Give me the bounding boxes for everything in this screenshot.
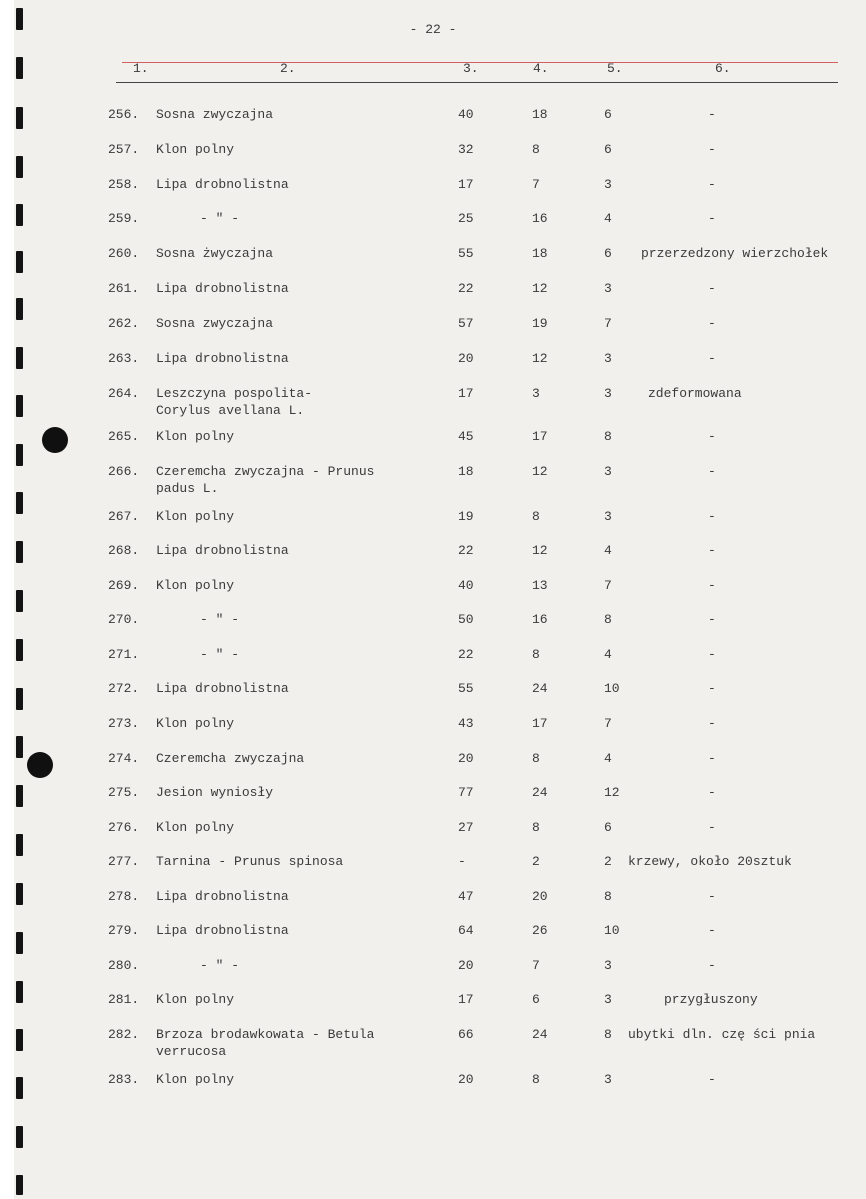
col-3-value: 50 (458, 612, 474, 627)
remarks-dash: - (708, 681, 716, 696)
col-4-value: 7 (532, 177, 540, 192)
col-3-value: 17 (458, 386, 474, 401)
remarks-dash: - (708, 716, 716, 731)
header-col-6: 6. (715, 61, 731, 76)
remarks: ubytki dln. czę ści pnia (628, 1027, 816, 1042)
binding-bar (16, 981, 23, 1003)
species-name: Brzoza brodawkowata - Betula (156, 1027, 375, 1042)
species-name: Klon polny (156, 142, 235, 157)
col-3-value: 57 (458, 316, 474, 331)
row-number: 272. (108, 681, 140, 696)
remarks: krzewy, około 20sztuk (628, 854, 792, 869)
remarks-dash: - (708, 107, 716, 122)
col-3-value: 19 (458, 509, 474, 524)
col-5-value: 4 (604, 543, 612, 558)
row-number: 280. (108, 958, 140, 973)
species-name: - " - (200, 958, 240, 973)
remarks-dash: - (708, 177, 716, 192)
col-3-value: - (458, 854, 466, 869)
col-5-value: 12 (604, 785, 620, 800)
binding-bar (16, 298, 23, 320)
species-name-cont: padus L. (156, 481, 219, 496)
punch-hole-top (42, 427, 68, 453)
species-name: Klon polny (156, 992, 235, 1007)
species-name: Lipa drobnolistna (156, 281, 289, 296)
col-4-value: 8 (532, 1072, 540, 1087)
species-name: Lipa drobnolistna (156, 889, 289, 904)
remarks-dash: - (708, 281, 716, 296)
remarks-dash: - (708, 429, 716, 444)
binding-bar (16, 395, 23, 417)
row-number: 274. (108, 751, 140, 766)
species-name: Leszczyna pospolita- (156, 386, 313, 401)
col-4-value: 24 (532, 1027, 548, 1042)
col-4-value: 24 (532, 681, 548, 696)
row-number: 258. (108, 177, 140, 192)
col-3-value: 55 (458, 246, 474, 261)
col-4-value: 13 (532, 578, 548, 593)
col-5-value: 4 (604, 211, 612, 226)
col-5-value: 4 (604, 647, 612, 662)
remarks-dash: - (708, 1072, 716, 1087)
row-number: 271. (108, 647, 140, 662)
row-number: 262. (108, 316, 140, 331)
col-5-value: 7 (604, 716, 612, 731)
col-4-value: 8 (532, 647, 540, 662)
remarks-dash: - (708, 785, 716, 800)
remarks-dash: - (708, 612, 716, 627)
col-4-value: 8 (532, 509, 540, 524)
row-number: 261. (108, 281, 140, 296)
col-5-value: 3 (604, 958, 612, 973)
col-4-value: 20 (532, 889, 548, 904)
species-name: Lipa drobnolistna (156, 923, 289, 938)
row-number: 281. (108, 992, 140, 1007)
col-3-value: 55 (458, 681, 474, 696)
col-4-value: 19 (532, 316, 548, 331)
species-name: Lipa drobnolistna (156, 681, 289, 696)
species-name: Klon polny (156, 578, 235, 593)
remarks-dash: - (708, 958, 716, 973)
header-col-3: 3. (463, 61, 479, 76)
header-bottom-rule (116, 82, 838, 83)
col-5-value: 4 (604, 751, 612, 766)
col-5-value: 6 (604, 820, 612, 835)
col-4-value: 12 (532, 464, 548, 479)
col-5-value: 6 (604, 246, 612, 261)
remarks-dash: - (708, 316, 716, 331)
species-name: Sosna zwyczajna (156, 316, 274, 331)
col-3-value: 43 (458, 716, 474, 731)
row-number: 282. (108, 1027, 140, 1042)
species-name: Sosna zwyczajna (156, 107, 274, 122)
row-number: 257. (108, 142, 140, 157)
row-number: 278. (108, 889, 140, 904)
col-4-value: 16 (532, 211, 548, 226)
col-4-value: 16 (532, 612, 548, 627)
col-4-value: 12 (532, 281, 548, 296)
col-5-value: 8 (604, 429, 612, 444)
col-5-value: 8 (604, 889, 612, 904)
binding-margin (0, 0, 14, 1199)
remarks-dash: - (708, 464, 716, 479)
species-name: - " - (200, 211, 240, 226)
remarks: zdeformowana (648, 386, 742, 401)
col-5-value: 3 (604, 464, 612, 479)
col-5-value: 10 (604, 681, 620, 696)
species-name: Klon polny (156, 820, 235, 835)
row-number: 259. (108, 211, 140, 226)
col-3-value: 17 (458, 177, 474, 192)
col-3-value: 22 (458, 281, 474, 296)
binding-bar (16, 736, 23, 758)
binding-bar (16, 444, 23, 466)
row-number: 270. (108, 612, 140, 627)
row-number: 260. (108, 246, 140, 261)
col-5-value: 6 (604, 142, 612, 157)
col-3-value: 22 (458, 543, 474, 558)
col-3-value: 18 (458, 464, 474, 479)
binding-bar (16, 156, 23, 178)
col-4-value: 18 (532, 246, 548, 261)
col-5-value: 8 (604, 612, 612, 627)
col-4-value: 17 (532, 429, 548, 444)
species-name: Jesion wyniosły (156, 785, 274, 800)
col-4-value: 8 (532, 142, 540, 157)
col-4-value: 3 (532, 386, 540, 401)
col-5-value: 3 (604, 509, 612, 524)
col-5-value: 3 (604, 1072, 612, 1087)
punch-hole-bottom (27, 752, 53, 778)
header-col-5: 5. (607, 61, 623, 76)
col-3-value: 40 (458, 578, 474, 593)
row-number: 265. (108, 429, 140, 444)
binding-bar (16, 785, 23, 807)
remarks-dash: - (708, 751, 716, 766)
species-name-cont: Corylus avellana L. (156, 403, 305, 418)
species-name: Lipa drobnolistna (156, 351, 289, 366)
col-4-value: 12 (532, 351, 548, 366)
page-number: - 22 - (409, 22, 457, 37)
remarks-dash: - (708, 543, 716, 558)
col-3-value: 22 (458, 647, 474, 662)
col-3-value: 47 (458, 889, 474, 904)
species-name: Czeremcha zwyczajna (156, 751, 305, 766)
row-number: 266. (108, 464, 140, 479)
header-col-2: 2. (280, 61, 296, 76)
binding-bar (16, 492, 23, 514)
binding-bar (16, 107, 23, 129)
species-name: Sosna żwyczajna (156, 246, 274, 261)
col-3-value: 17 (458, 992, 474, 1007)
remarks: przygłuszony (664, 992, 758, 1007)
col-3-value: 20 (458, 958, 474, 973)
col-3-value: 40 (458, 107, 474, 122)
col-5-value: 2 (604, 854, 612, 869)
col-4-value: 17 (532, 716, 548, 731)
remarks-dash: - (708, 351, 716, 366)
row-number: 279. (108, 923, 140, 938)
binding-bar (16, 639, 23, 661)
col-4-value: 18 (532, 107, 548, 122)
col-4-value: 6 (532, 992, 540, 1007)
col-4-value: 24 (532, 785, 548, 800)
col-4-value: 7 (532, 958, 540, 973)
species-name: Tarnina - Prunus spinosa (156, 854, 344, 869)
col-3-value: 25 (458, 211, 474, 226)
binding-bar (16, 1126, 23, 1148)
binding-bar (16, 251, 23, 273)
row-number: 268. (108, 543, 140, 558)
col-5-value: 3 (604, 177, 612, 192)
col-4-value: 8 (532, 820, 540, 835)
header-col-1: 1. (133, 61, 149, 76)
species-name: Klon polny (156, 509, 235, 524)
species-name: Lipa drobnolistna (156, 177, 289, 192)
species-name-cont: verrucosa (156, 1044, 227, 1059)
binding-bar (16, 883, 23, 905)
species-name: Klon polny (156, 716, 235, 731)
remarks-dash: - (708, 889, 716, 904)
header-col-4: 4. (533, 61, 549, 76)
species-name: Klon polny (156, 1072, 235, 1087)
row-number: 273. (108, 716, 140, 731)
row-number: 283. (108, 1072, 140, 1087)
col-3-value: 77 (458, 785, 474, 800)
col-5-value: 3 (604, 992, 612, 1007)
binding-bar (16, 932, 23, 954)
remarks-dash: - (708, 142, 716, 157)
col-5-value: 7 (604, 316, 612, 331)
col-4-value: 12 (532, 543, 548, 558)
col-5-value: 3 (604, 281, 612, 296)
col-3-value: 32 (458, 142, 474, 157)
col-3-value: 66 (458, 1027, 474, 1042)
row-number: 276. (108, 820, 140, 835)
binding-bar (16, 347, 23, 369)
row-number: 269. (108, 578, 140, 593)
col-5-value: 6 (604, 107, 612, 122)
binding-bar (16, 57, 23, 79)
col-5-value: 7 (604, 578, 612, 593)
col-5-value: 3 (604, 351, 612, 366)
remarks-dash: - (708, 647, 716, 662)
row-number: 275. (108, 785, 140, 800)
col-3-value: 64 (458, 923, 474, 938)
row-number: 267. (108, 509, 140, 524)
species-name: - " - (200, 612, 240, 627)
row-number: 277. (108, 854, 140, 869)
col-4-value: 2 (532, 854, 540, 869)
binding-bar (16, 834, 23, 856)
species-name: - " - (200, 647, 240, 662)
col-5-value: 8 (604, 1027, 612, 1042)
row-number: 256. (108, 107, 140, 122)
binding-bar (16, 688, 23, 710)
row-number: 264. (108, 386, 140, 401)
col-3-value: 27 (458, 820, 474, 835)
remarks-dash: - (708, 211, 716, 226)
col-3-value: 20 (458, 1072, 474, 1087)
binding-bar (16, 1029, 23, 1051)
col-5-value: 10 (604, 923, 620, 938)
species-name: Klon polny (156, 429, 235, 444)
col-3-value: 20 (458, 351, 474, 366)
species-name: Czeremcha zwyczajna - Prunus (156, 464, 375, 479)
remarks-dash: - (708, 923, 716, 938)
binding-bar (16, 590, 23, 612)
row-number: 263. (108, 351, 140, 366)
remarks-dash: - (708, 509, 716, 524)
binding-bar (16, 1175, 23, 1195)
col-4-value: 26 (532, 923, 548, 938)
col-3-value: 45 (458, 429, 474, 444)
binding-bar (16, 1077, 23, 1099)
col-3-value: 20 (458, 751, 474, 766)
col-4-value: 8 (532, 751, 540, 766)
species-name: Lipa drobnolistna (156, 543, 289, 558)
remarks: przerzedzony wierzchołek (641, 246, 829, 261)
remarks-dash: - (708, 578, 716, 593)
binding-bar (16, 541, 23, 563)
binding-bar (16, 204, 23, 226)
col-5-value: 3 (604, 386, 612, 401)
remarks-dash: - (708, 820, 716, 835)
